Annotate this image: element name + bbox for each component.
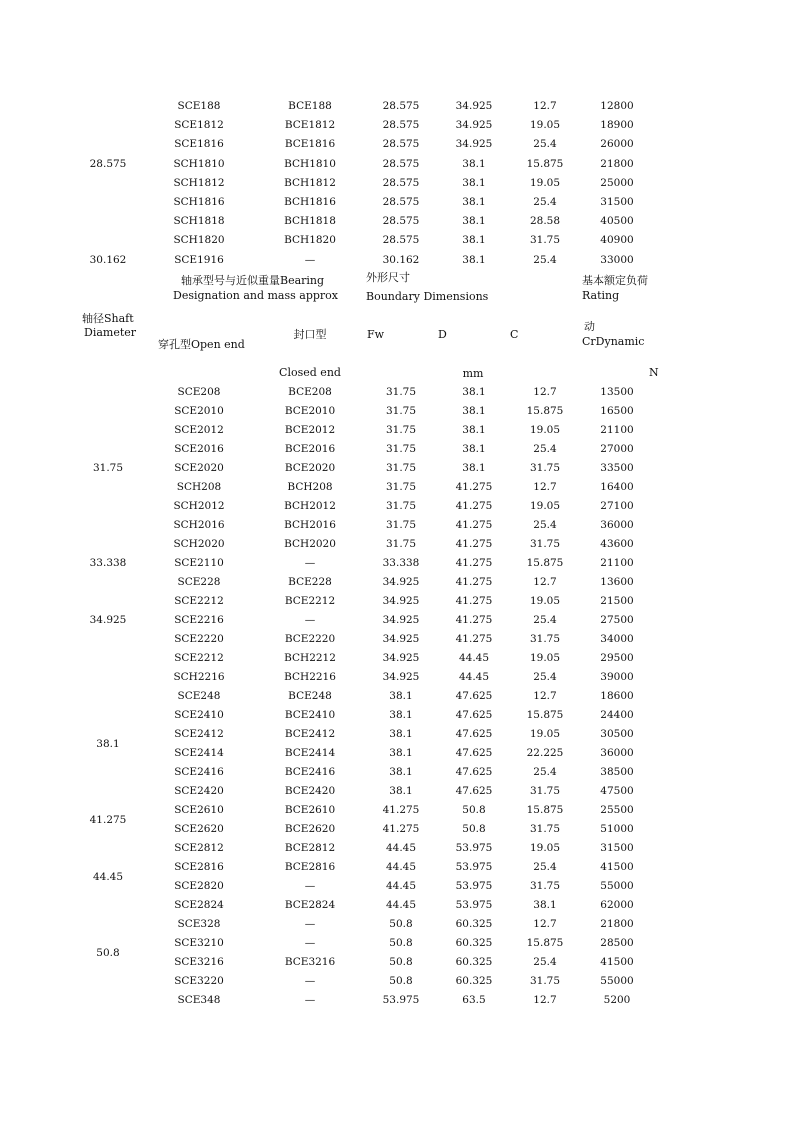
dynamic-rating-cell: 13500 xyxy=(600,386,634,398)
fw-cell: 31.75 xyxy=(385,424,417,436)
closed-end-cell: — xyxy=(304,918,316,930)
closed-end-cell: BCH2216 xyxy=(284,671,336,683)
c-cell: 22.225 xyxy=(526,747,564,759)
fw-cell: 50.8 xyxy=(389,956,413,968)
open-end-cell: SCH1812 xyxy=(173,176,225,189)
shaft-diameter-cell: 33.338 xyxy=(89,557,127,569)
dynamic-rating-cell: 33500 xyxy=(600,462,634,474)
fw-cell: 34.925 xyxy=(382,671,420,683)
fw-cell: 34.925 xyxy=(382,652,420,664)
dynamic-rating-cell: 41500 xyxy=(600,861,634,873)
c-cell: 12.7 xyxy=(533,994,557,1006)
closed-end-cell: — xyxy=(304,975,316,987)
fw-cell: 28.575 xyxy=(382,176,420,189)
closed-end-cell: — xyxy=(304,614,316,626)
header-unit-n: N xyxy=(649,366,659,379)
c-cell: 19.05 xyxy=(529,595,561,607)
dynamic-rating-cell: 33000 xyxy=(600,253,634,266)
header-boundary-cn: 外形尺寸 xyxy=(366,271,410,284)
header-bearing-en: Designation and mass approx xyxy=(173,289,338,302)
open-end-cell: SCH208 xyxy=(176,481,222,493)
closed-end-cell: — xyxy=(304,994,316,1006)
d-cell: 53.975 xyxy=(455,899,493,911)
closed-end-cell: BCE2412 xyxy=(284,728,336,740)
dynamic-rating-cell: 43600 xyxy=(600,538,634,550)
shaft-diameter-cell: 50.8 xyxy=(96,946,120,959)
header-c: C xyxy=(510,328,519,341)
shaft-diameter-cell: 38.1 xyxy=(96,737,120,750)
dynamic-rating-cell: 40900 xyxy=(600,234,634,247)
d-cell: 47.625 xyxy=(455,728,493,740)
dynamic-rating-cell: 21500 xyxy=(600,595,634,607)
d-cell: 41.275 xyxy=(455,614,493,626)
fw-cell: 44.45 xyxy=(385,899,417,911)
fw-cell: 31.75 xyxy=(385,500,417,512)
fw-cell: 38.1 xyxy=(389,690,413,702)
d-cell: 47.625 xyxy=(455,709,493,721)
c-cell: 12.7 xyxy=(533,576,557,588)
d-cell: 60.325 xyxy=(455,918,493,930)
dynamic-rating-cell: 41500 xyxy=(600,956,634,968)
dynamic-rating-cell: 12800 xyxy=(600,100,634,112)
open-end-cell: SCH1818 xyxy=(173,215,225,228)
fw-cell: 31.75 xyxy=(385,405,417,417)
open-end-cell: SCE208 xyxy=(177,386,221,398)
open-end-cell: SCE1816 xyxy=(174,138,224,151)
c-cell: 12.7 xyxy=(533,690,557,702)
header-closed-en: Closed end xyxy=(279,366,341,379)
closed-end-cell: BCH2012 xyxy=(284,500,336,512)
dynamic-rating-cell: 18600 xyxy=(600,690,634,702)
dynamic-rating-cell: 36000 xyxy=(600,747,634,759)
fw-cell: 31.75 xyxy=(385,538,417,550)
c-cell: 19.05 xyxy=(529,842,561,854)
open-end-cell: SCH2012 xyxy=(173,500,225,512)
c-cell: 25.4 xyxy=(533,196,557,208)
open-end-cell: SCE248 xyxy=(177,690,221,702)
dynamic-rating-cell: 18900 xyxy=(600,119,634,132)
dynamic-rating-cell: 55000 xyxy=(600,880,634,892)
open-end-cell: SCE2212 xyxy=(174,595,224,607)
d-cell: 41.275 xyxy=(455,633,493,645)
dynamic-rating-cell: 16400 xyxy=(600,481,634,493)
open-end-cell: SCE2412 xyxy=(174,728,224,740)
d-cell: 38.1 xyxy=(462,443,486,455)
closed-end-cell: BCE2010 xyxy=(284,405,336,417)
d-cell: 38.1 xyxy=(462,386,486,398)
c-cell: 15.875 xyxy=(526,405,564,417)
closed-end-cell: BCE2220 xyxy=(284,633,336,645)
dynamic-rating-cell: 13600 xyxy=(600,576,634,588)
dynamic-rating-cell: 55000 xyxy=(600,975,634,987)
c-cell: 31.75 xyxy=(529,823,561,835)
c-cell: 19.05 xyxy=(529,728,561,740)
d-cell: 41.275 xyxy=(455,481,493,493)
c-cell: 15.875 xyxy=(526,157,564,170)
c-cell: 31.75 xyxy=(529,880,561,892)
open-end-cell: SCE2110 xyxy=(174,557,224,569)
d-cell: 44.45 xyxy=(458,671,490,683)
closed-end-cell: BCE2824 xyxy=(284,899,336,911)
d-cell: 41.275 xyxy=(455,576,493,588)
closed-end-cell: BCE208 xyxy=(288,386,332,398)
header-dynamic-cn: 动 xyxy=(584,320,595,333)
open-end-cell: SCE3220 xyxy=(174,975,224,987)
open-end-cell: SCE2816 xyxy=(174,861,224,873)
d-cell: 38.1 xyxy=(462,176,486,189)
open-end-cell: SCE2010 xyxy=(174,405,224,417)
open-end-cell: SCE3216 xyxy=(174,956,224,968)
open-end-cell: SCE2410 xyxy=(174,709,224,721)
c-cell: 25.4 xyxy=(533,671,557,683)
closed-end-cell: BCH208 xyxy=(287,481,333,493)
c-cell: 31.75 xyxy=(529,538,561,550)
fw-cell: 53.975 xyxy=(382,994,420,1006)
header-shaft-cn: 轴径Shaft xyxy=(82,312,134,325)
c-cell: 19.05 xyxy=(529,119,561,132)
header-boundary-en: Boundary Dimensions xyxy=(366,290,489,303)
fw-cell: 28.575 xyxy=(382,157,420,170)
dynamic-rating-cell: 27000 xyxy=(600,443,634,455)
dynamic-rating-cell: 5200 xyxy=(603,994,631,1006)
dynamic-rating-cell: 21100 xyxy=(600,424,634,436)
c-cell: 25.4 xyxy=(533,766,557,778)
fw-cell: 34.925 xyxy=(382,633,420,645)
fw-cell: 28.575 xyxy=(382,119,420,132)
dynamic-rating-cell: 36000 xyxy=(600,519,634,531)
closed-end-cell: BCE228 xyxy=(288,576,332,588)
c-cell: 31.75 xyxy=(529,462,561,474)
closed-end-cell: BCE2620 xyxy=(284,823,336,835)
d-cell: 41.275 xyxy=(455,557,493,569)
open-end-cell: SCE2212 xyxy=(174,652,224,664)
closed-end-cell: BCE2414 xyxy=(284,747,336,759)
fw-cell: 34.925 xyxy=(382,614,420,626)
open-end-cell: SCE2020 xyxy=(174,462,224,474)
closed-end-cell: — xyxy=(304,880,316,892)
c-cell: 25.4 xyxy=(533,138,557,151)
open-end-cell: SCE2420 xyxy=(174,785,224,797)
c-cell: 19.05 xyxy=(529,652,561,664)
d-cell: 47.625 xyxy=(455,766,493,778)
c-cell: 25.4 xyxy=(533,861,557,873)
dynamic-rating-cell: 29500 xyxy=(600,652,634,664)
header-closed-cn: 封口型 xyxy=(293,328,327,341)
dynamic-rating-cell: 25500 xyxy=(600,804,634,816)
c-cell: 25.4 xyxy=(533,614,557,626)
d-cell: 41.275 xyxy=(455,519,493,531)
closed-end-cell: BCE2012 xyxy=(284,424,336,436)
closed-end-cell: — xyxy=(304,253,316,266)
d-cell: 38.1 xyxy=(462,462,486,474)
closed-end-cell: BCH2016 xyxy=(284,519,336,531)
fw-cell: 38.1 xyxy=(389,728,413,740)
open-end-cell: SCE228 xyxy=(177,576,221,588)
d-cell: 34.925 xyxy=(455,138,493,151)
shaft-diameter-cell: 41.275 xyxy=(89,813,127,826)
dynamic-rating-cell: 16500 xyxy=(600,405,634,417)
fw-cell: 33.338 xyxy=(382,557,420,569)
open-end-cell: SCE1916 xyxy=(174,253,224,266)
dynamic-rating-cell: 31500 xyxy=(600,196,634,208)
closed-end-cell: BCE3216 xyxy=(284,956,336,968)
d-cell: 38.1 xyxy=(462,215,486,228)
d-cell: 53.975 xyxy=(455,880,493,892)
dynamic-rating-cell: 25000 xyxy=(600,176,634,189)
closed-end-cell: BCE1816 xyxy=(284,138,336,151)
d-cell: 41.275 xyxy=(455,595,493,607)
d-cell: 38.1 xyxy=(462,253,486,266)
fw-cell: 44.45 xyxy=(385,861,417,873)
header-rating-en: Rating xyxy=(582,289,620,302)
fw-cell: 50.8 xyxy=(389,937,413,949)
fw-cell: 38.1 xyxy=(389,747,413,759)
closed-end-cell: — xyxy=(304,557,316,569)
open-end-cell: SCE2414 xyxy=(174,747,224,759)
dynamic-rating-cell: 21800 xyxy=(600,918,634,930)
dynamic-rating-cell: 39000 xyxy=(600,671,634,683)
open-end-cell: SCE2416 xyxy=(174,766,224,778)
d-cell: 60.325 xyxy=(455,937,493,949)
header-d: D xyxy=(438,328,447,341)
dynamic-rating-cell: 27500 xyxy=(600,614,634,626)
d-cell: 60.325 xyxy=(455,956,493,968)
open-end-cell: SCE1812 xyxy=(174,119,224,132)
open-end-cell: SCE2220 xyxy=(174,633,224,645)
fw-cell: 28.575 xyxy=(382,100,420,112)
closed-end-cell: BCE2416 xyxy=(284,766,336,778)
closed-end-cell: — xyxy=(304,937,316,949)
c-cell: 12.7 xyxy=(533,386,557,398)
closed-end-cell: BCE2610 xyxy=(284,804,336,816)
fw-cell: 38.1 xyxy=(389,785,413,797)
c-cell: 19.05 xyxy=(529,424,561,436)
dynamic-rating-cell: 47500 xyxy=(600,785,634,797)
closed-end-cell: BCE1812 xyxy=(284,119,336,132)
open-end-cell: SCE2012 xyxy=(174,424,224,436)
open-end-cell: SCH1810 xyxy=(173,157,225,170)
c-cell: 25.4 xyxy=(533,443,557,455)
c-cell: 15.875 xyxy=(526,557,564,569)
c-cell: 15.875 xyxy=(526,804,564,816)
d-cell: 38.1 xyxy=(462,234,486,247)
c-cell: 12.7 xyxy=(533,918,557,930)
shaft-diameter-cell: 28.575 xyxy=(89,157,127,170)
d-cell: 38.1 xyxy=(462,196,486,208)
open-end-cell: SCE2216 xyxy=(174,614,224,626)
dynamic-rating-cell: 51000 xyxy=(600,823,634,835)
dynamic-rating-cell: 26000 xyxy=(600,138,634,151)
fw-cell: 41.275 xyxy=(382,823,420,835)
c-cell: 25.4 xyxy=(533,519,557,531)
d-cell: 34.925 xyxy=(455,119,493,132)
fw-cell: 31.75 xyxy=(385,443,417,455)
c-cell: 31.75 xyxy=(529,975,561,987)
d-cell: 53.975 xyxy=(455,861,493,873)
dynamic-rating-cell: 24400 xyxy=(600,709,634,721)
open-end-cell: SCE328 xyxy=(177,918,221,930)
c-cell: 19.05 xyxy=(529,176,561,189)
c-cell: 12.7 xyxy=(533,481,557,493)
fw-cell: 44.45 xyxy=(385,880,417,892)
fw-cell: 28.575 xyxy=(382,138,420,151)
open-end-cell: SCH1816 xyxy=(173,196,225,208)
fw-cell: 31.75 xyxy=(385,481,417,493)
header-unit-mm: mm xyxy=(462,367,484,380)
d-cell: 47.625 xyxy=(455,747,493,759)
open-end-cell: SCE2620 xyxy=(174,823,224,835)
c-cell: 28.58 xyxy=(529,215,561,228)
closed-end-cell: BCE2016 xyxy=(284,443,336,455)
open-end-cell: SCE2820 xyxy=(174,880,224,892)
c-cell: 15.875 xyxy=(526,709,564,721)
fw-cell: 50.8 xyxy=(389,918,413,930)
open-end-cell: SCH1820 xyxy=(173,234,225,247)
open-end-cell: SCE2824 xyxy=(174,899,224,911)
header-bearing-cn: 轴承型号与近似重量Bearing xyxy=(181,274,325,287)
closed-end-cell: BCH2212 xyxy=(284,652,336,664)
c-cell: 31.75 xyxy=(529,234,561,247)
open-end-cell: SCE348 xyxy=(177,994,221,1006)
shaft-diameter-cell: 30.162 xyxy=(89,253,127,266)
d-cell: 44.45 xyxy=(458,652,490,664)
c-cell: 25.4 xyxy=(533,956,557,968)
fw-cell: 38.1 xyxy=(389,709,413,721)
closed-end-cell: BCE2812 xyxy=(284,842,336,854)
open-end-cell: SCH2216 xyxy=(173,671,225,683)
c-cell: 15.875 xyxy=(526,937,564,949)
dynamic-rating-cell: 38500 xyxy=(600,766,634,778)
dynamic-rating-cell: 21800 xyxy=(600,157,634,170)
open-end-cell: SCE2812 xyxy=(174,842,224,854)
fw-cell: 38.1 xyxy=(389,766,413,778)
c-cell: 31.75 xyxy=(529,785,561,797)
d-cell: 41.275 xyxy=(455,500,493,512)
fw-cell: 28.575 xyxy=(382,196,420,208)
open-end-cell: SCE2016 xyxy=(174,443,224,455)
d-cell: 60.325 xyxy=(455,975,493,987)
open-end-cell: SCH2016 xyxy=(173,519,225,531)
fw-cell: 41.275 xyxy=(382,804,420,816)
closed-end-cell: BCE2410 xyxy=(284,709,336,721)
d-cell: 38.1 xyxy=(462,405,486,417)
fw-cell: 31.75 xyxy=(385,519,417,531)
open-end-cell: SCE188 xyxy=(177,100,221,112)
fw-cell: 34.925 xyxy=(382,576,420,588)
closed-end-cell: BCE2420 xyxy=(284,785,336,797)
fw-cell: 50.8 xyxy=(389,975,413,987)
open-end-cell: SCH2020 xyxy=(173,538,225,550)
c-cell: 19.05 xyxy=(529,500,561,512)
closed-end-cell: BCE2020 xyxy=(284,462,336,474)
dynamic-rating-cell: 28500 xyxy=(600,937,634,949)
closed-end-cell: BCH1820 xyxy=(284,234,336,247)
c-cell: 38.1 xyxy=(533,899,557,911)
dynamic-rating-cell: 30500 xyxy=(600,728,634,740)
closed-end-cell: BCH1812 xyxy=(284,176,336,189)
dynamic-rating-cell: 40500 xyxy=(600,215,634,228)
dynamic-rating-cell: 34000 xyxy=(600,633,634,645)
d-cell: 63.5 xyxy=(462,994,486,1006)
dynamic-rating-cell: 62000 xyxy=(600,899,634,911)
open-end-cell: SCE3210 xyxy=(174,937,224,949)
closed-end-cell: BCH1816 xyxy=(284,196,336,208)
c-cell: 12.7 xyxy=(533,100,557,112)
dynamic-rating-cell: 27100 xyxy=(600,500,634,512)
shaft-diameter-cell: 34.925 xyxy=(89,614,127,626)
closed-end-cell: BCE188 xyxy=(288,100,332,112)
d-cell: 38.1 xyxy=(462,424,486,436)
c-cell: 25.4 xyxy=(533,253,557,266)
d-cell: 50.8 xyxy=(462,823,486,835)
c-cell: 31.75 xyxy=(529,633,561,645)
d-cell: 47.625 xyxy=(455,690,493,702)
fw-cell: 44.45 xyxy=(385,842,417,854)
closed-end-cell: BCE2212 xyxy=(284,595,336,607)
closed-end-cell: BCE2816 xyxy=(284,861,336,873)
closed-end-cell: BCE248 xyxy=(288,690,332,702)
d-cell: 41.275 xyxy=(455,538,493,550)
header-open-end: 穿孔型Open end xyxy=(158,338,245,351)
header-fw: Fw xyxy=(367,328,385,341)
closed-end-cell: BCH1818 xyxy=(284,215,336,228)
fw-cell: 28.575 xyxy=(382,234,420,247)
d-cell: 47.625 xyxy=(455,785,493,797)
header-rating-cn: 基本额定负荷 xyxy=(582,274,648,287)
dynamic-rating-cell: 31500 xyxy=(600,842,634,854)
fw-cell: 34.925 xyxy=(382,595,420,607)
header-shaft-en: Diameter xyxy=(84,326,137,339)
fw-cell: 31.75 xyxy=(385,462,417,474)
closed-end-cell: BCH1810 xyxy=(284,157,336,170)
d-cell: 53.975 xyxy=(455,842,493,854)
d-cell: 34.925 xyxy=(455,100,493,112)
fw-cell: 31.75 xyxy=(385,386,417,398)
closed-end-cell: BCH2020 xyxy=(284,538,336,550)
d-cell: 50.8 xyxy=(462,804,486,816)
shaft-diameter-cell: 44.45 xyxy=(92,870,124,883)
shaft-diameter-cell: 31.75 xyxy=(92,462,124,474)
fw-cell: 30.162 xyxy=(382,253,420,266)
d-cell: 38.1 xyxy=(462,157,486,170)
dynamic-rating-cell: 21100 xyxy=(600,557,634,569)
open-end-cell: SCE2610 xyxy=(174,804,224,816)
header-dynamic-en: CrDynamic xyxy=(582,335,645,348)
fw-cell: 28.575 xyxy=(382,215,420,228)
